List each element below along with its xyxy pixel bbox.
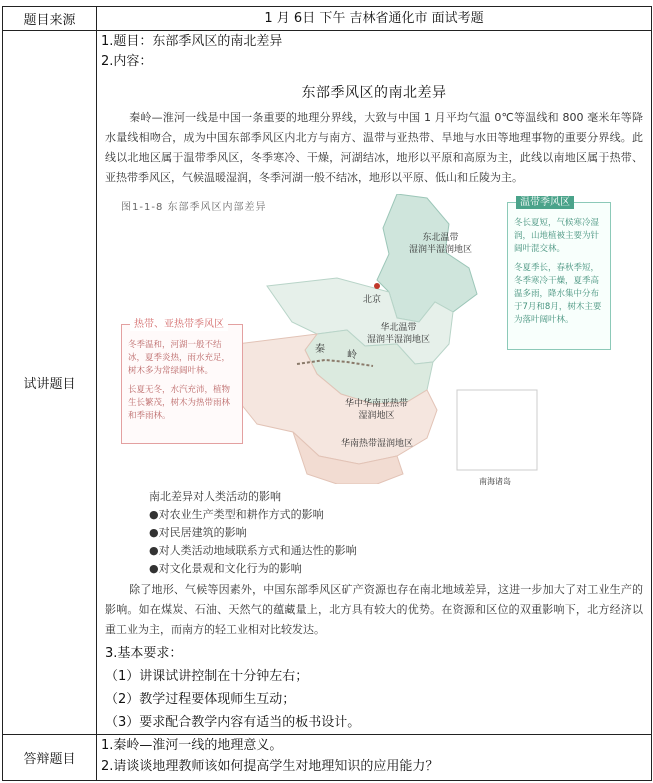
requirement-3: （3）要求配合教学内容有适当的板书设计。 (105, 715, 361, 730)
temperate-box-text-1: 冬长夏短，气候寒冷湿润，山地植被主要为针阔叶混交林。 (514, 218, 600, 254)
beijing-label: 北京 (363, 295, 382, 305)
source-label: 题目来源 (3, 7, 97, 31)
temperate-monsoon-box (507, 197, 611, 350)
exam-sheet-table (2, 6, 652, 781)
source-value: 1 月 6日 下午 吉林省通化市 面试考题 (97, 7, 652, 31)
lecture-label: 试讲题目 (3, 31, 97, 735)
paragraph-2-text: 除了地形、气候等因素外，中国东部季风区矿产资源也存在南北地域差异，这进一步加大了对工业生产的影响。如在煤炭、石油、天然气的蕴藏量上，北方具有较大的优势。在资源和区位的双重影响下，北方经济以重工业为主，而南方的轻工业相对比较发达。 (105, 583, 643, 636)
qinling-label-2: 岭 (347, 350, 357, 361)
content-title: 东部季风区的南北差异 (301, 85, 447, 101)
requirement-2: （2）教学过程要体现师生互动； (105, 692, 296, 707)
paragraph-2 (97, 580, 651, 640)
paragraph-1-text: 秦岭—淮河一线是中国一条重要的地理分界线，大致与中国 1 月平均气温 0℃等温线和 800 毫米年等降水量线相吻合，成为中国东部季风区内北方与南方、温带与亚热带、旱地与水田等地理事物的重要分界线。此线以北地区属于温带季风区，冬季寒冷、干燥，河湖结冰，地形以平原和高原为主，此线以南地区属于热带、亚热带季风区，气候温暖湿润，冬季河湖一般不结冰，地形以平原、低山和丘陵为主。 (105, 111, 643, 184)
impact-item-3: ●对人类活动地域联系方式和通达性的影响 (149, 544, 357, 557)
impacts-title: 南北差异对人类活动的影响 (149, 490, 281, 503)
region-central-south-label: 华中华南亚热带 湿润地区 (345, 399, 409, 421)
impact-item-2: ●对民居建筑的影响 (149, 526, 247, 539)
defense-label: 答辩题目 (3, 735, 97, 781)
defense-question-1: 1.秦岭—淮河一线的地理意义。 (101, 738, 283, 753)
region-south-label: 华南热带湿润地区 (341, 439, 414, 449)
defense-row (3, 735, 652, 781)
topic-line: 1.题目：东部季风区的南北差异 (101, 34, 283, 49)
content-line: 2.内容： (101, 54, 153, 69)
south-china-sea-islands-label: 南海诸岛 (479, 477, 511, 486)
qinling-label-1: 秦 (315, 344, 325, 355)
paragraph-1 (97, 108, 651, 188)
tropical-box-title: 热带、亚热带季风区 (130, 318, 228, 331)
tropical-monsoon-box (121, 319, 243, 444)
lecture-cell (97, 31, 652, 735)
figure-caption: 图1-1-8 东部季风区内部差异 (121, 202, 267, 213)
requirement-1: （1）讲课试讲控制在十分钟左右； (105, 669, 309, 684)
region-north-china-label: 华北温带 湿润半湿润地区 (367, 323, 431, 345)
header-row (3, 7, 652, 31)
tropical-box-text-2: 长夏无冬，水汽充沛，植物生长繁茂，树木为热带雨林和季雨林。 (128, 385, 231, 421)
tropical-box-text-1: 冬季温和，河湖一般不结冰，夏季炎热，雨水充足，树木多为常绿阔叶林。 (128, 340, 231, 376)
impacts-list (97, 488, 651, 578)
defense-question-2: 2.请谈谈地理教师该如何提高学生对地理知识的应用能力？ (101, 759, 439, 774)
impact-item-4: ●对文化景观和文化行为的影响 (149, 562, 302, 575)
impact-item-1: ●对农业生产类型和耕作方式的影响 (149, 508, 324, 521)
temperate-box-title: 温带季风区 (516, 196, 574, 209)
requirements-title: 3.基本要求： (105, 646, 183, 661)
lecture-row (3, 31, 652, 735)
map-figure (97, 194, 651, 484)
requirements (97, 642, 651, 734)
temperate-box-text-2: 冬夏季长，春秋季短，冬季寒冷干燥，夏季高温多雨，降水集中分布于7月和8月，树木主要为落叶阔叶林。 (514, 263, 602, 325)
defense-cell (97, 735, 652, 781)
region-northeast-label: 东北温带 湿润半湿润地区 (409, 233, 473, 255)
